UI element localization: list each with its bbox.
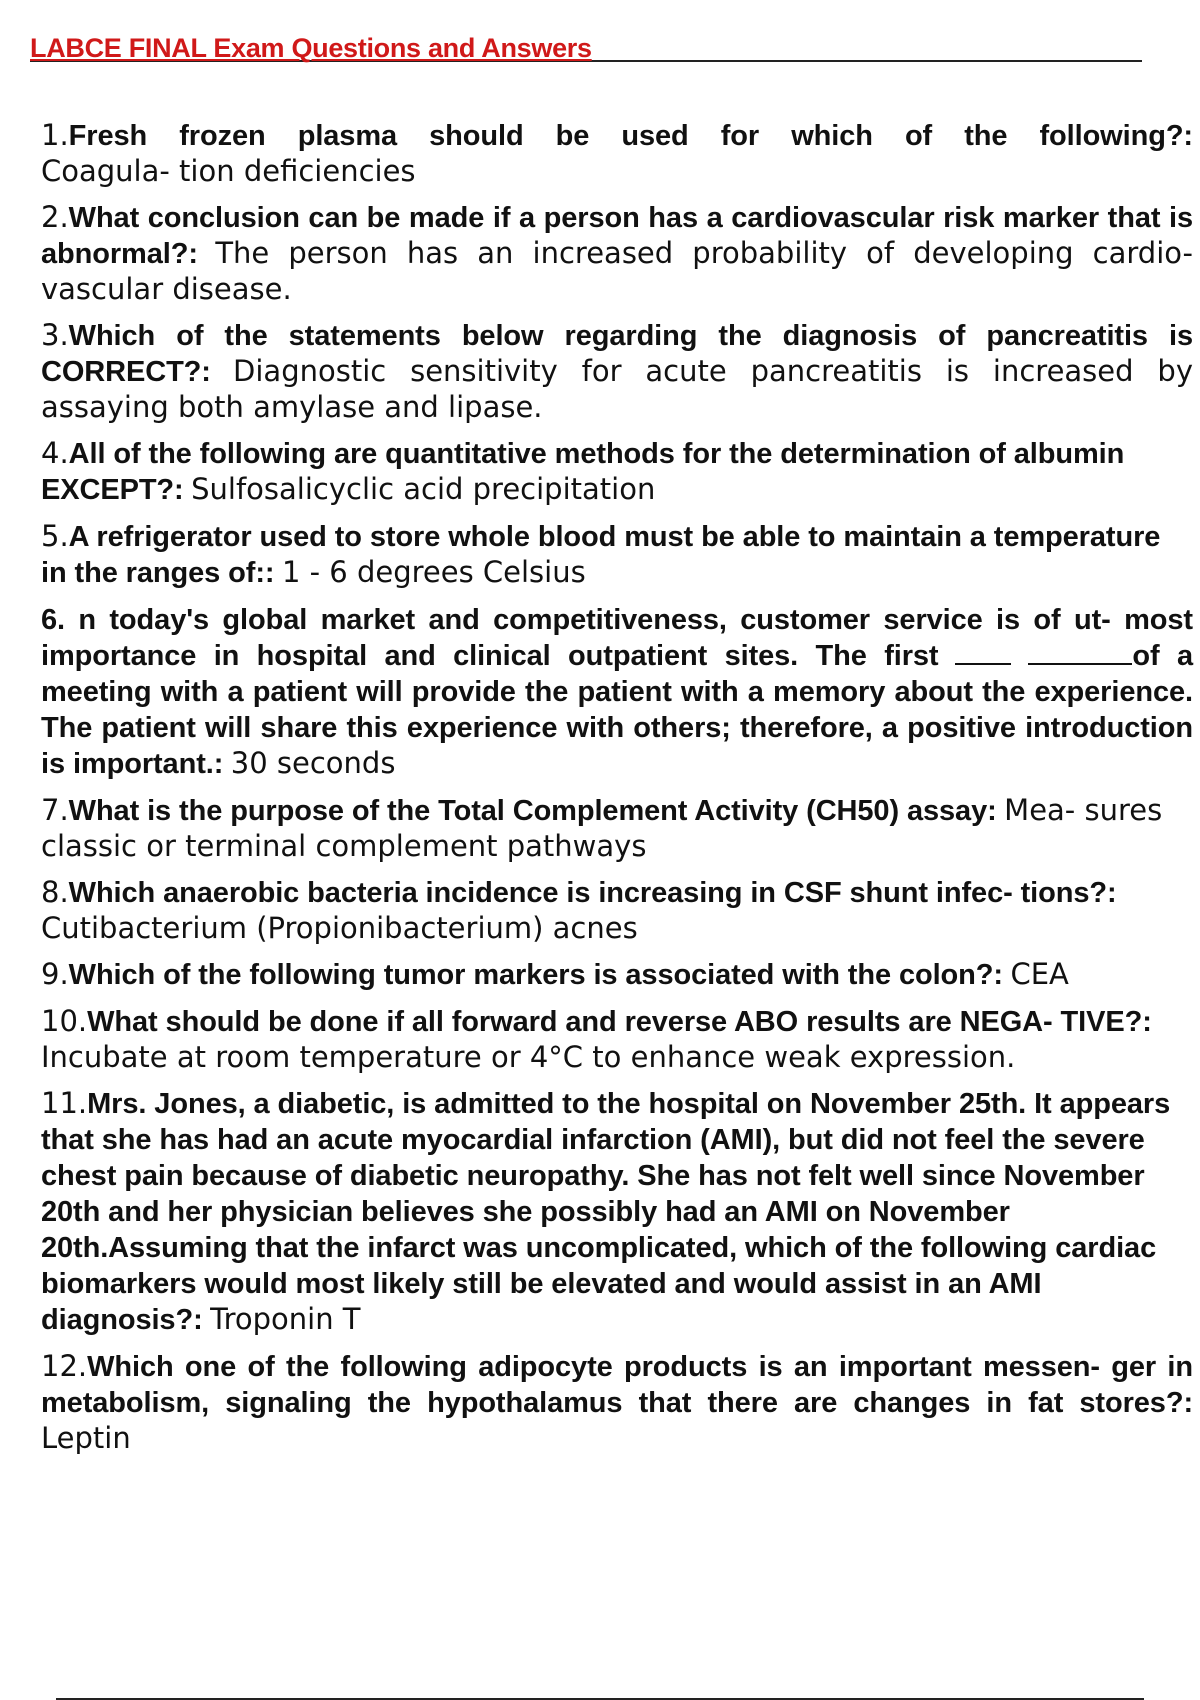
- question-list: [41, 118, 1193, 1467]
- question-item: [41, 318, 1193, 425]
- question-number: 12.: [41, 1349, 88, 1383]
- question-text: Fresh frozen plasma should be used for which of the following?:: [68, 120, 1193, 152]
- answer-text: Cutibacterium (Propionibacterium) acnes: [41, 911, 638, 945]
- question-item: [41, 118, 1193, 189]
- question-number: 5.: [41, 519, 69, 553]
- answer-text: Diagnostic sensitivity for acute pancreatitis is increased by assaying both amylase and lipase.: [41, 354, 1193, 424]
- question-number: 3.: [41, 318, 69, 352]
- answer-text: Leptin: [41, 1421, 131, 1455]
- question-text: Which of the statements below regarding the diagnosis of pancreatitis is CORRECT?:: [41, 320, 1193, 388]
- answer-text: Coagula- tion deficiencies: [41, 154, 416, 188]
- question-text: Which one of the following adipocyte products is an important messen- ger in metabolism, signaling the hypothalamus that there are changes in fat stores?:: [41, 1351, 1193, 1419]
- answer-text: 1 - 6 degrees Celsius: [281, 555, 586, 589]
- answer-text: 30 seconds: [230, 746, 396, 780]
- question-number: 8.: [41, 875, 69, 909]
- question-number: 2.: [41, 200, 69, 234]
- fill-in-blank: [955, 643, 1011, 665]
- answer-text: The person has an increased probability of developing cardio- vascular disease.: [41, 236, 1193, 306]
- question-text: All of the following are quantitative methods for the determination of albumin EXCEPT?:: [41, 438, 1125, 506]
- fill-in-blank: [1028, 643, 1132, 665]
- question-item: [41, 875, 1193, 946]
- question-text: Mrs. Jones, a diabetic, is admitted to the hospital on November 25th. It appears that she has had an acute myocardial infarction (AMI), but did not feel the severe chest pain because of diabetic neuropathy. She has not felt well since November 20th and her physician believes she possibly had an AMI on November 20th.Assuming that the infarct was uncomplicated, which of the following cardiac biomarkers would most likely still be elevated and would assist in an AMI diagnosis?:: [41, 1088, 1171, 1336]
- question-item: [41, 793, 1193, 864]
- question-item: [41, 1004, 1193, 1075]
- question-text: What should be done if all forward and reverse ABO results are NEGA- TIVE?:: [87, 1006, 1152, 1038]
- question-text: Which of the following tumor markers is associated with the colon?:: [68, 959, 1003, 991]
- page-header: [30, 33, 1142, 63]
- question-text: 6. n today's global market and competitiveness, customer service is of ut- most importance in hospital and clinical outpatient sites. The first: [41, 604, 1193, 672]
- question-text: What conclusion can be made if a person has a cardiovascular risk marker that is abnormal?:: [41, 202, 1193, 270]
- question-item: [41, 519, 1193, 591]
- question-item: [41, 957, 1193, 993]
- question-number: 4.: [41, 436, 69, 470]
- answer-text: Mea- sures classic or terminal complement pathways: [41, 793, 1163, 863]
- page-title: LABCE FINAL Exam Questions and Answers: [30, 33, 592, 63]
- question-text: What is the purpose of the Total Complement Activity (CH50) assay:: [68, 795, 997, 827]
- question-text: of a meeting with a patient will provide the patient with a memory about the experience. The patient will share this experience with others; therefore, a positive introduction is important.:: [41, 640, 1194, 780]
- question-number: 7.: [41, 793, 69, 827]
- question-number: 1.: [41, 118, 69, 152]
- question-number: 11.: [41, 1086, 88, 1120]
- answer-text: Sulfosalicyclic acid precipitation: [191, 472, 656, 506]
- question-number: 10.: [41, 1004, 88, 1038]
- question-item: [41, 602, 1193, 782]
- answer-text: Troponin T: [210, 1302, 361, 1336]
- question-text: Which anaerobic bacteria incidence is increasing in CSF shunt infec- tions?:: [68, 877, 1117, 909]
- answer-text: CEA: [1010, 957, 1069, 991]
- question-item: [41, 1349, 1193, 1456]
- question-item: [41, 436, 1193, 508]
- question-text: A refrigerator used to store whole blood must be able to maintain a temperature in the ranges of::: [41, 521, 1161, 589]
- question-number: 9.: [41, 957, 69, 991]
- question-item: [41, 200, 1193, 307]
- question-item: [41, 1086, 1193, 1338]
- answer-text: Incubate at room temperature or 4°C to enhance weak expression.: [41, 1040, 1016, 1074]
